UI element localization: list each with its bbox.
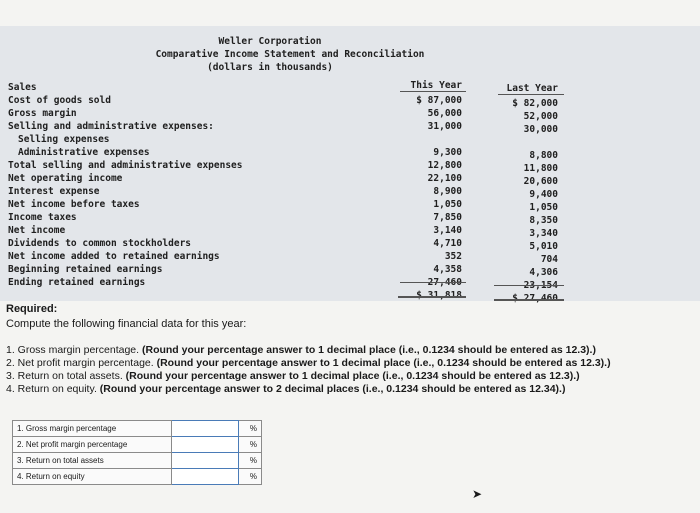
instruction-item: 2. Net profit margin percentage. (Round your percentage answer to 1 decimal place (i.e., 0.1234 should be entered as 12.3).) <box>6 357 611 369</box>
instruction-list <box>6 344 611 396</box>
this-year-value: 22,100 <box>427 173 462 184</box>
row-label: Beginning retained earnings <box>8 264 163 275</box>
compute-prompt: Compute the following financial data for this year: <box>6 318 247 330</box>
gross-margin-input[interactable] <box>172 421 239 437</box>
instruction-item: 3. Return on total assets. (Round your percentage answer to 1 decimal place (i.e., 0.1234 should be entered as 12.3).) <box>6 370 580 382</box>
last-year-value: 1,050 <box>529 202 558 213</box>
row-label: Selling and administrative expenses: <box>8 121 214 132</box>
answer-row <box>13 437 262 453</box>
this-year-value: 3,140 <box>433 225 462 236</box>
row-label: Net income before taxes <box>8 199 140 210</box>
this-year-value: 8,900 <box>433 186 462 197</box>
instruction-item: 4. Return on equity. (Round your percentage answer to 2 decimal places (i.e., 0.1234 should be entered as 12.34).) <box>6 383 566 395</box>
percent-unit: % <box>239 421 262 437</box>
row-label: Net income added to retained earnings <box>8 251 220 262</box>
mouse-cursor-icon: ➤ <box>472 487 483 501</box>
double-rule-last <box>494 299 564 301</box>
last-year-value: 5,010 <box>529 241 558 252</box>
row-label: Interest expense <box>8 186 100 197</box>
row-label: Selling expenses <box>18 134 110 145</box>
total-rule-this <box>400 282 466 283</box>
this-year-value: 56,000 <box>427 108 462 119</box>
last-year-value: 4,306 <box>529 267 558 278</box>
answer-label: 4. Return on equity <box>13 469 172 485</box>
last-year-value: 8,800 <box>529 150 558 161</box>
row-label: Gross margin <box>8 108 77 119</box>
row-label: Total selling and administrative expenses <box>8 160 243 171</box>
row-label: Dividends to common stockholders <box>8 238 192 249</box>
last-year-value: 3,340 <box>529 228 558 239</box>
last-year-value: 704 <box>540 254 558 265</box>
company-name: Weller Corporation <box>218 36 322 47</box>
last-year-value: 20,600 <box>523 176 558 187</box>
this-year-value: 1,050 <box>433 199 462 210</box>
last-year-value: 8,350 <box>529 215 558 226</box>
net-profit-margin-input[interactable] <box>172 437 239 453</box>
row-label: Sales <box>8 82 37 93</box>
header-rule-this <box>400 91 466 92</box>
statement-title: Comparative Income Statement and Reconciliation <box>155 49 425 60</box>
row-label: Administrative expenses <box>18 147 150 158</box>
answer-row <box>13 469 262 485</box>
required-heading: Required: <box>6 303 58 315</box>
percent-unit: % <box>239 469 262 485</box>
row-label: Net income <box>8 225 66 236</box>
col-header-this-year: This Year <box>410 80 462 91</box>
last-year-value: 11,800 <box>523 163 558 174</box>
this-year-value: 9,300 <box>433 147 462 158</box>
return-on-equity-input[interactable] <box>172 469 239 485</box>
statement-units: (dollars in thousands) <box>207 62 333 73</box>
answer-label: 3. Return on total assets <box>13 453 172 469</box>
this-year-value: $ 87,000 <box>416 95 462 106</box>
answer-table <box>12 420 262 485</box>
instruction-item: 1. Gross margin percentage. (Round your percentage answer to 1 decimal place (i.e., 0.1234 should be entered as 12.3).) <box>6 344 596 356</box>
this-year-value: 12,800 <box>427 160 462 171</box>
row-label: Cost of goods sold <box>8 95 111 106</box>
this-year-value: 4,710 <box>433 238 462 249</box>
header-rule-last <box>498 94 564 95</box>
total-rule-last <box>494 285 564 286</box>
answer-label: 1. Gross margin percentage <box>13 421 172 437</box>
answer-row <box>13 453 262 469</box>
last-year-value: 52,000 <box>523 111 558 122</box>
this-year-value: 7,850 <box>433 212 462 223</box>
last-year-value: $ 82,000 <box>512 98 558 109</box>
row-label: Ending retained earnings <box>8 277 146 288</box>
col-header-last-year: Last Year <box>506 83 558 94</box>
answer-row <box>13 421 262 437</box>
row-label: Net operating income <box>8 173 123 184</box>
this-year-value: 352 <box>444 251 462 262</box>
row-label: Income taxes <box>8 212 77 223</box>
percent-unit: % <box>239 453 262 469</box>
return-on-assets-input[interactable] <box>172 453 239 469</box>
this-year-value: 4,358 <box>433 264 462 275</box>
this-year-value: 31,000 <box>427 121 462 132</box>
answer-label: 2. Net profit margin percentage <box>13 437 172 453</box>
last-year-value: 30,000 <box>523 124 558 135</box>
last-year-value: 9,400 <box>529 189 558 200</box>
percent-unit: % <box>239 437 262 453</box>
double-rule-this <box>398 296 466 298</box>
